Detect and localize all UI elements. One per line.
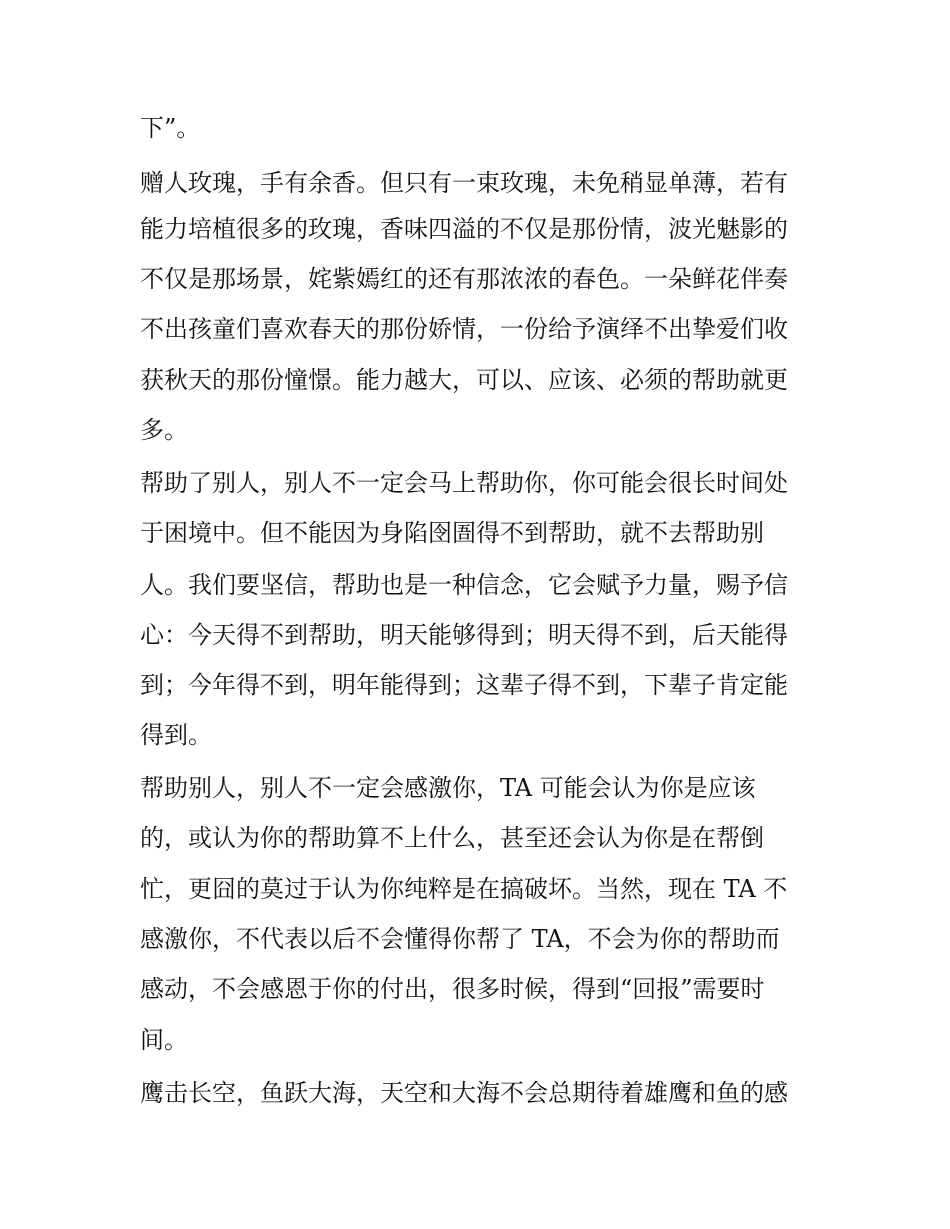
- text-line: 鹰击长空，鱼跃大海，天空和大海不会总期待着雄鹰和鱼的感: [140, 1079, 788, 1107]
- text-line: 多。: [140, 416, 188, 444]
- text-line: 忙，更囧的莫过于认为你纯粹是在搞破坏。当然，现在 TA 不: [140, 875, 788, 903]
- text-line: 感动，不会感恩于你的付出，很多时候，得到“回报”需要时: [140, 975, 765, 1003]
- text-line: 不仅是那场景，姹紫嫣红的还有那浓浓的春色。一朵鲜花伴奏: [140, 265, 788, 293]
- text-line: 获秋天的那份憧憬。能力越大，可以、应该、必须的帮助就更: [140, 366, 788, 394]
- text-line: 得到。: [140, 721, 212, 749]
- text-line: 于困境中。但不能因为身陷囹圄得不到帮助，就不去帮助别: [140, 519, 764, 547]
- text-line: 的，或认为你的帮助算不上什么，甚至还会认为你是在帮倒: [140, 824, 764, 852]
- text-line: 下”。: [140, 114, 201, 142]
- text-line: 帮助了别人，别人不一定会马上帮助你，你可能会很长时间处: [140, 469, 788, 497]
- text-line: 间。: [140, 1026, 188, 1054]
- text-line: 到；今年得不到，明年能得到；这辈子得不到，下辈子肯定能: [140, 671, 788, 699]
- text-line: 不出孩童们喜欢春天的那份娇情，一份给予演绎不出挚爱们收: [140, 315, 788, 343]
- text-line: 能力培植很多的玫瑰，香味四溢的不仅是那份情，波光魅影的: [140, 215, 788, 243]
- text-line: 人。我们要坚信，帮助也是一种信念，它会赋予力量，赐予信: [140, 571, 788, 599]
- text-line: 帮助别人，别人不一定会感激你，TA 可能会认为你是应该: [140, 774, 756, 802]
- text-line: 赠人玫瑰，手有余香。但只有一束玫瑰，未免稍显单薄，若有: [140, 169, 788, 197]
- text-line: 心：今天得不到帮助，明天能够得到；明天得不到，后天能得: [140, 621, 788, 649]
- text-line: 感激你，不代表以后不会懂得你帮了 TA，不会为你的帮助而: [140, 925, 780, 953]
